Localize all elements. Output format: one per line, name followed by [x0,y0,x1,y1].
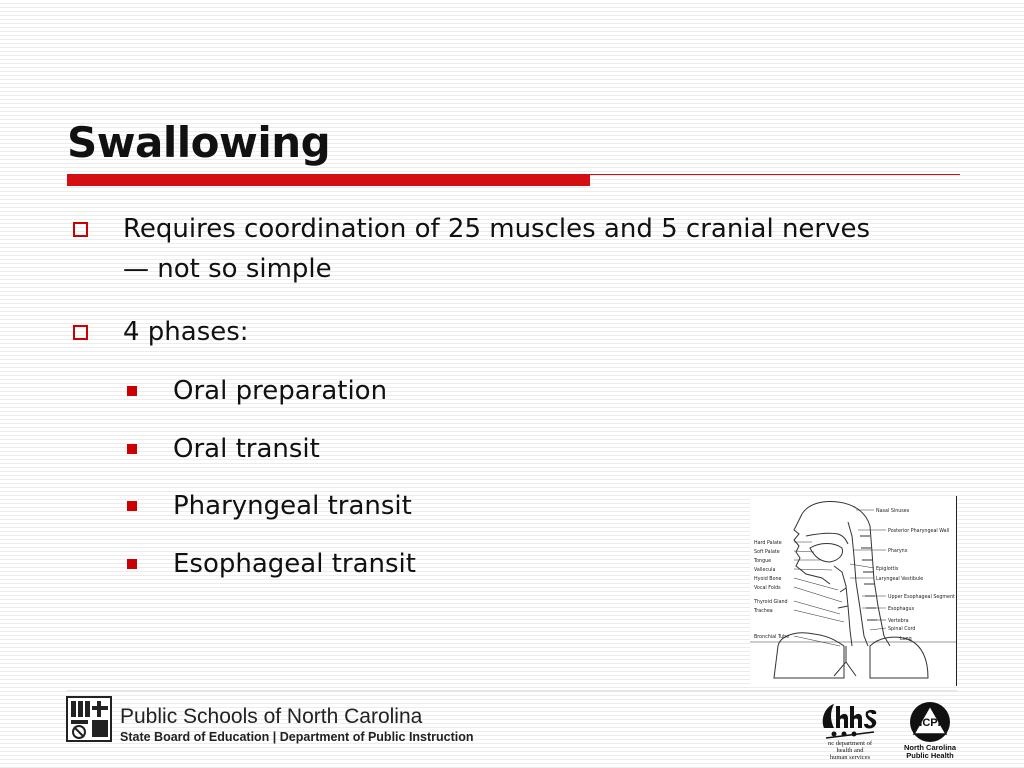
ncph-logo-icon [904,700,956,746]
label-lung: Lung [900,637,912,642]
bullet-2-text: 4 phases: [123,317,249,347]
sub-bullet-marker [127,501,137,511]
label-pharynx: Pharynx [888,549,908,554]
label-vallecula: Vallecula [754,568,776,573]
label-esophagus: Esophagus [888,607,915,612]
bullet-1-line-1: Requires coordination of 25 muscles and 5 cranial nerves [123,214,871,244]
bullet-marker-hollow [73,222,88,237]
label-bronchial-tube: Bronchial Tube [754,635,790,640]
label-nasal-sinuses: Nasal Sinuses [876,509,910,514]
label-trachea: Trachea [754,609,773,614]
public-schools-logo-icon [66,696,112,742]
sub-bullet-oral-transit: Oral transit [173,434,320,464]
footer-org-subtitle: State Board of Education | Department of Public Instruction [120,730,474,744]
label-vertebra: Vertebra [888,619,909,624]
label-epiglottis: Epiglottis [876,567,899,572]
label-thyroid-gland: Thyroid Gland [754,600,788,605]
sub-bullet-marker [127,559,137,569]
title-underline-thick [67,174,590,186]
label-upper-esophageal-segment: Upper Esophageal Segment [888,595,955,600]
anatomy-diagram [750,496,957,686]
slide-title: Swallowing [67,118,331,167]
sub-bullet-oral-preparation: Oral preparation [173,376,388,406]
bullet-1-line-2: — not so simple [123,254,332,284]
bullet-marker-hollow [73,325,88,340]
label-hard-palate: Hard Palate [754,541,782,546]
label-laryngeal-vestibule: Laryngeal Vestibule [876,577,924,582]
footer-divider [67,690,957,692]
label-posterior-pharyngeal-wall: Posterior Pharyngeal Wall [888,529,950,534]
dhhs-logo-icon [816,698,882,740]
sub-bullet-marker [127,386,137,396]
figure-border [956,496,957,686]
dhhs-caption: nc department of health and human services [827,740,873,761]
ncph-mark-text: NCPH [914,717,946,729]
label-spinal-cord: Spinal Cord [888,627,916,632]
ncph-caption: North Carolina Public Health [903,743,957,760]
label-hyoid-bone: Hyoid Bone [754,577,782,582]
label-tongue: Tongue [754,559,772,564]
label-vocal-folds: Vocal Folds [754,586,781,591]
sub-bullet-esophageal-transit: Esophageal transit [173,549,416,579]
sub-bullet-pharyngeal-transit: Pharyngeal transit [173,491,412,521]
title-underline-thin [590,174,960,175]
footer-org-name: Public Schools of North Carolina [120,705,423,728]
sub-bullet-marker [127,444,137,454]
label-soft-palate: Soft Palate [754,550,780,555]
swallowing-anatomy-figure [750,496,957,686]
